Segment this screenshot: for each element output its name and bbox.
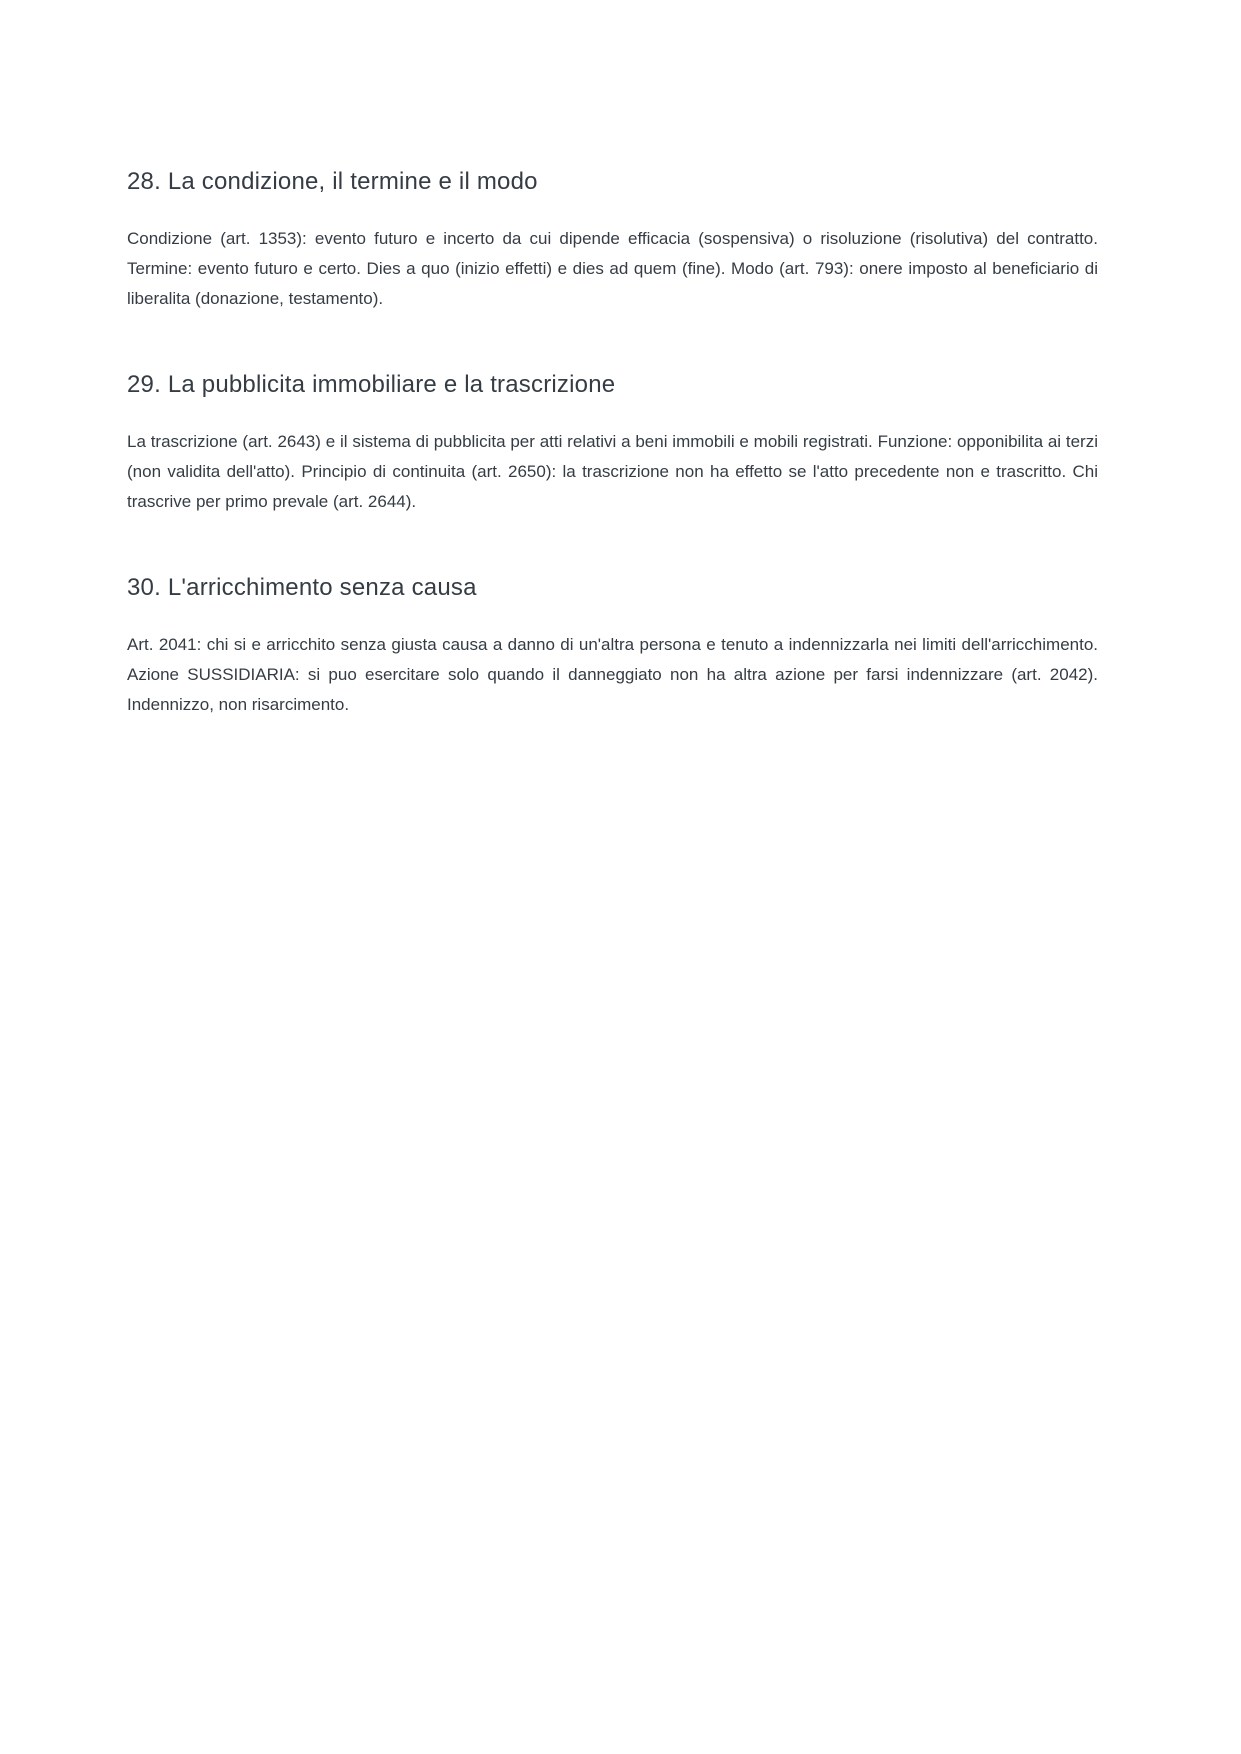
section-30 — [127, 573, 1098, 720]
section-28-heading: 28. La condizione, il termine e il modo — [127, 168, 538, 195]
section-29-heading: 29. La pubblicita immobiliare e la trascrizione — [127, 371, 616, 398]
document-content — [127, 167, 1098, 776]
section-30-paragraph: Art. 2041: chi si e arricchito senza giusta causa a danno di un'altra persona e tenuto a indennizzarla nei limiti dell'arricchimento. Azione SUSSIDIARIA: si puo esercitare solo quando il danneggiato non ha altra azione per farsi indennizzare (art. 2042). Indennizzo, non risarcimento. — [127, 635, 1098, 714]
section-29-paragraph: La trascrizione (art. 2643) e il sistema di pubblicita per atti relativi a beni immobili e mobili registrati. Funzione: opponibilita ai terzi (non validita dell'atto). Principio di continuita (art. 2650): la trascrizione non ha effetto se l'atto precedente non e trascritto. Chi trascrive per primo prevale (art. 2644). — [127, 432, 1098, 511]
section-28 — [127, 167, 1098, 314]
section-30-heading: 30. L'arricchimento senza causa — [127, 574, 477, 601]
section-29 — [127, 370, 1098, 517]
section-28-paragraph: Condizione (art. 1353): evento futuro e incerto da cui dipende efficacia (sospensiva) o risoluzione (risolutiva) del contratto. Termine: evento futuro e certo. Dies a quo (inizio effetti) e dies ad quem (fine). Modo (art. 793): onere imposto al beneficiario di liberalita (donazione, testamento). — [127, 229, 1098, 308]
